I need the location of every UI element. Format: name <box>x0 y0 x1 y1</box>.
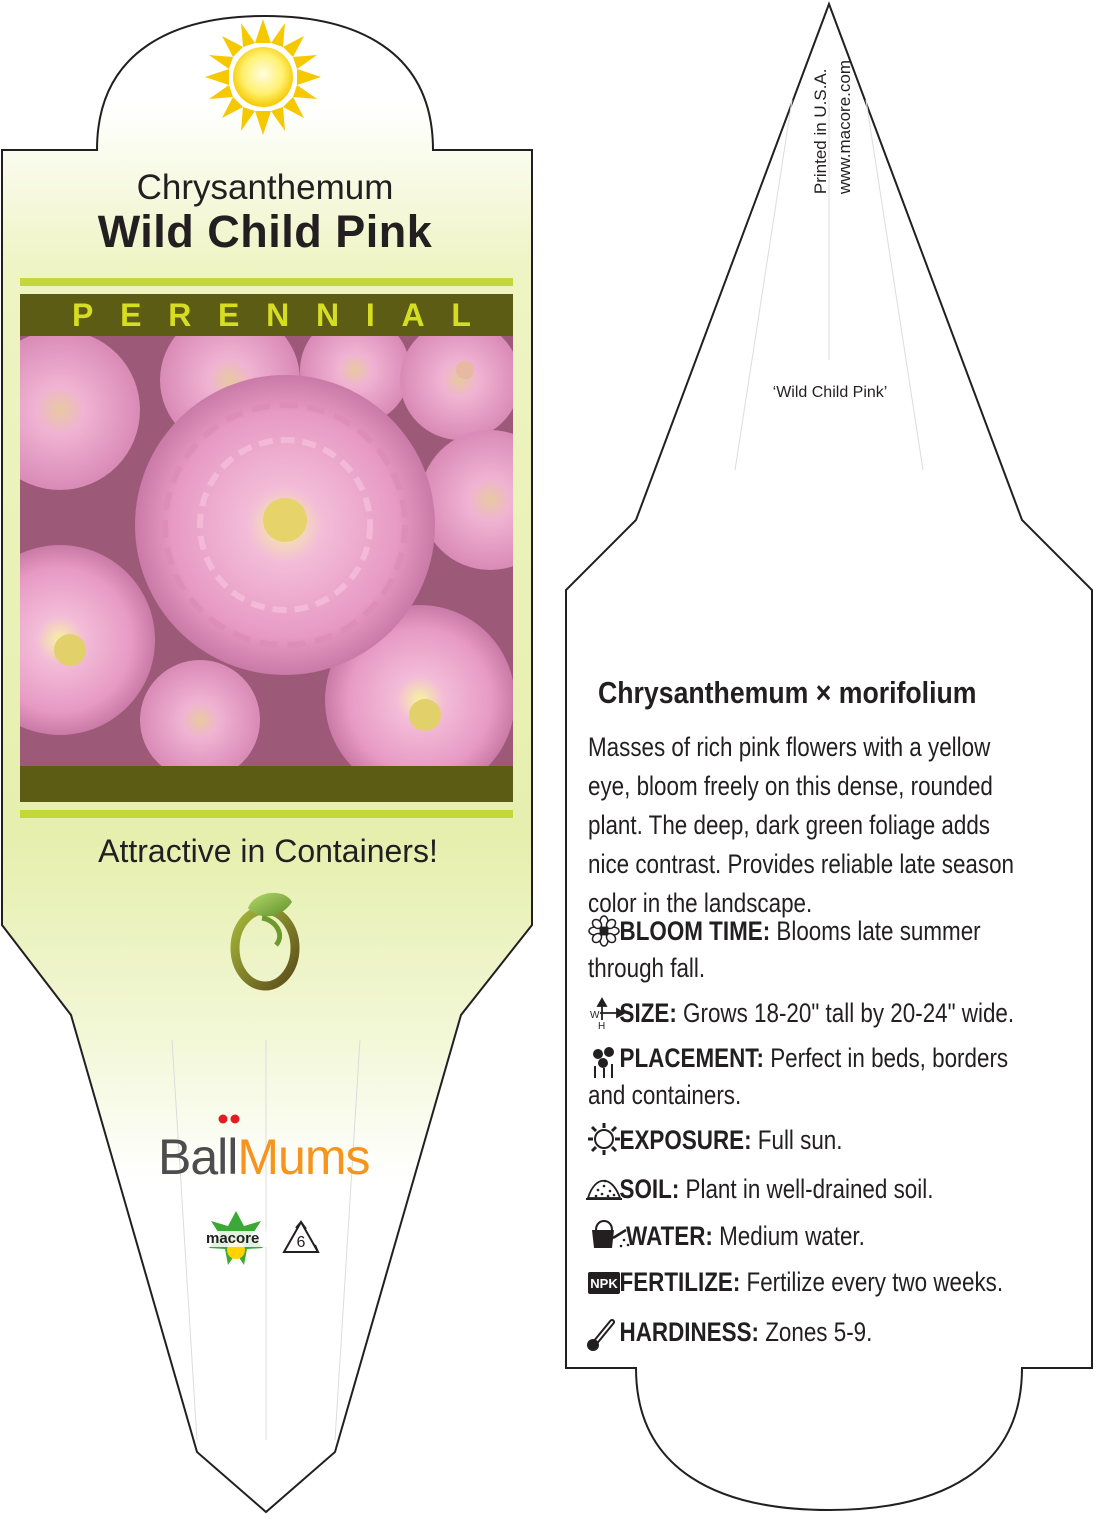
care-label: PLACEMENT: <box>619 1043 764 1073</box>
perennial-letter: E <box>120 296 142 333</box>
brand-mums: Mums <box>237 1129 370 1185</box>
care-size <box>588 995 1036 1032</box>
care-value: Blooms late summer through fall. <box>588 916 981 983</box>
npk-icon-text: NPK <box>590 1276 618 1291</box>
plant-description: Masses of rich pink flowers with a yellow eye, bloom freely on this dense, rounded plant. The deep, dark green foliage adds nice contrast. Provides reliable late season color in the landscape. <box>588 732 1015 918</box>
botanical-name: Chrysanthemum × morifolium <box>598 675 977 710</box>
perennial-letter: A <box>401 296 425 333</box>
macore-logo-text: macore <box>206 1230 260 1247</box>
ball-mums-logo <box>158 1128 370 1186</box>
perennial-letter: E <box>218 296 240 333</box>
care-label: WATER: <box>626 1221 713 1251</box>
perennial-letter: N <box>266 296 290 333</box>
perennial-letter: P <box>72 296 94 333</box>
care-soil <box>588 1171 1036 1208</box>
perennial-label <box>20 294 513 336</box>
care-placement <box>588 1040 1036 1114</box>
size-icon-w: W <box>590 1010 600 1021</box>
care-water <box>588 1218 1036 1255</box>
care-value: Medium water. <box>719 1221 865 1251</box>
care-value: Plant in well-drained soil. <box>685 1174 934 1204</box>
brand-ball-ll: ll <box>217 1129 238 1185</box>
printer-website: www.macore.com <box>835 60 854 195</box>
perennial-letter: I <box>365 296 375 333</box>
common-name: Chrysanthemum <box>136 168 394 207</box>
care-label: BLOOM TIME: <box>619 916 771 946</box>
care-fertilize <box>588 1264 1036 1301</box>
recycle-code: 6 <box>296 1234 306 1251</box>
cultivar-name: ‘Wild Child Pink’ <box>772 384 888 401</box>
care-value: Zones 5-9. <box>765 1317 873 1347</box>
care-label: SOIL: <box>619 1174 680 1204</box>
perennial-letter: N <box>316 296 340 333</box>
care-value: Perfect in beds, borders and containers. <box>588 1043 1009 1110</box>
care-label: EXPOSURE: <box>619 1125 752 1155</box>
size-icon-h: H <box>598 1021 606 1032</box>
care-value: Full sun. <box>757 1125 843 1155</box>
care-value: Fertilize every two weeks. <box>746 1267 1004 1297</box>
printer-info <box>809 60 857 194</box>
care-value: Grows 18-20" tall by 20-24" wide. <box>683 998 1015 1028</box>
perennial-letter: L <box>451 296 471 333</box>
tagline: Attractive in Containers! <box>98 833 438 869</box>
variety-name: Wild Child Pink <box>97 206 433 257</box>
brand-ball-a: Ba <box>158 1129 218 1185</box>
perennial-letter: R <box>168 296 192 333</box>
care-label: HARDINESS: <box>619 1317 759 1347</box>
care-exposure <box>588 1122 1036 1159</box>
care-bloom-time <box>588 913 1036 987</box>
printed-in-usa: Printed in U.S.A. <box>811 68 830 195</box>
care-hardiness <box>588 1314 1036 1351</box>
care-label: FERTILIZE: <box>619 1267 741 1297</box>
care-label: SIZE: <box>619 998 677 1028</box>
